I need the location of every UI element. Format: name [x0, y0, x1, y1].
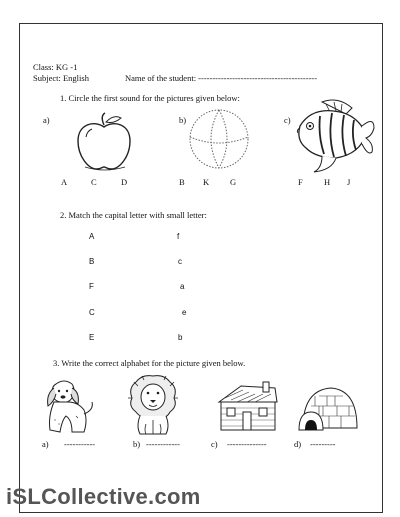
q2-capital-4[interactable]: C	[89, 308, 95, 317]
q3-c-label: c)	[211, 439, 218, 449]
dog-picture	[38, 376, 98, 441]
apple-picture	[73, 111, 135, 178]
q1-a-option-2[interactable]: C	[91, 177, 97, 187]
house-picture	[215, 380, 279, 437]
q1-c-label: c)	[284, 115, 291, 125]
q1-c-option-2[interactable]: H	[324, 177, 331, 187]
q3-b-blank[interactable]: ------------	[146, 439, 180, 449]
q3-c-blank[interactable]: --------------	[227, 439, 267, 449]
q1-a-label: a)	[43, 115, 50, 125]
q3-b-label: b)	[133, 439, 141, 449]
q3-a-label: a)	[42, 439, 49, 449]
worksheet-page	[19, 23, 383, 513]
q3-d-label: d)	[294, 439, 302, 449]
q1-title: 1. Circle the first sound for the pictures given below:	[60, 93, 240, 103]
q1-b-option-2[interactable]: K	[203, 177, 210, 187]
q1-c-option-3[interactable]: J	[347, 177, 351, 187]
q2-title: 2. Match the capital letter with small letter:	[60, 210, 207, 220]
q1-b-option-1[interactable]: B	[179, 177, 185, 187]
student-name-label: Name of the student: ------------------------------------------	[125, 73, 318, 83]
class-line: Class: KG -1	[33, 62, 78, 72]
q2-capital-1[interactable]: A	[89, 232, 95, 241]
q1-a-option-1[interactable]: A	[61, 177, 68, 187]
q1-c-option-1[interactable]: F	[298, 177, 303, 187]
q2-capital-2[interactable]: B	[89, 257, 95, 266]
ball-picture	[187, 107, 251, 176]
islcollective-watermark: iSLCollective.com	[6, 484, 201, 509]
igloo-picture	[297, 382, 361, 437]
q2-small-3[interactable]: a	[180, 282, 185, 291]
q2-capital-3[interactable]: F	[89, 282, 94, 291]
q1-b-option-3[interactable]: G	[230, 177, 237, 187]
q3-a-blank[interactable]: -----------	[64, 439, 96, 449]
q1-a-option-3[interactable]: D	[121, 177, 128, 187]
q3-d-blank[interactable]: ---------	[310, 439, 336, 449]
q3-title: 3. Write the correct alphabet for the picture given below.	[53, 358, 246, 368]
subject-line: Subject: English	[33, 73, 89, 83]
q2-small-2[interactable]: c	[178, 257, 182, 266]
q2-small-4[interactable]: e	[182, 308, 187, 317]
q1-b-label: b)	[179, 115, 187, 125]
lion-picture	[124, 372, 182, 441]
fish-picture	[292, 96, 376, 181]
q2-capital-5[interactable]: E	[89, 333, 95, 342]
q2-small-1[interactable]: f	[177, 232, 180, 241]
q2-small-5[interactable]: b	[178, 333, 183, 342]
